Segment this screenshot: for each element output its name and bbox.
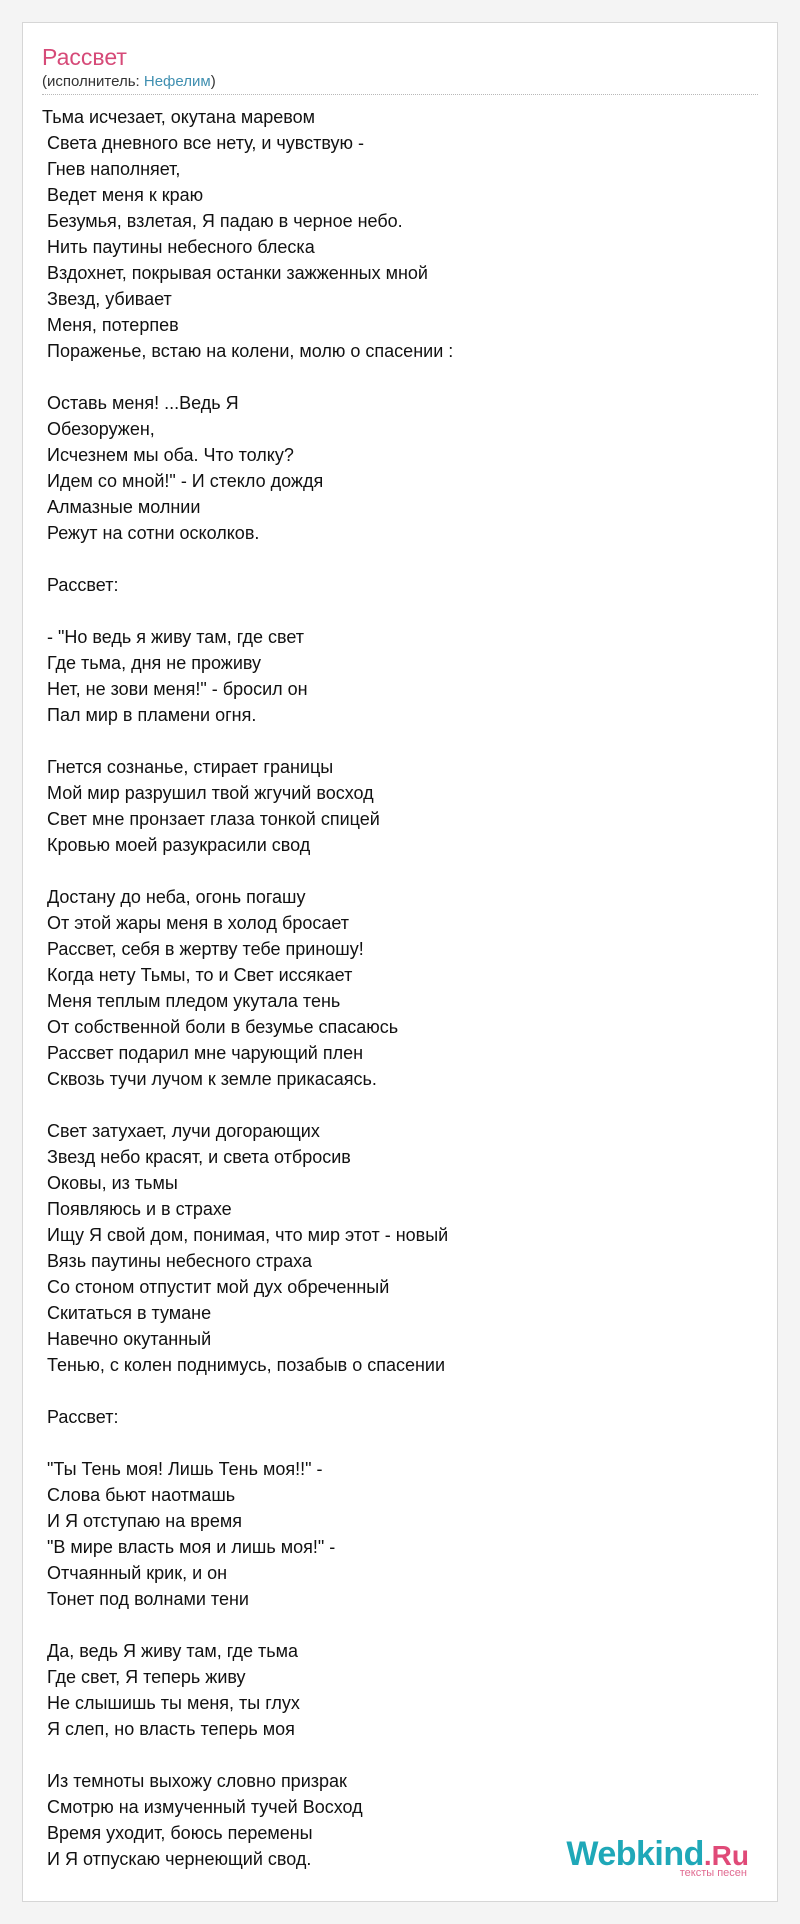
lyrics-line: Звезд небо красят, и света отбросив [42,1147,351,1167]
lyrics-line: Исчезнем мы оба. Что толку? [42,445,294,465]
lyrics-line: Где тьма, дня не проживу [42,653,262,673]
lyrics-blank-line [42,1742,758,1768]
lyrics-blank-line [42,1378,758,1404]
lyrics-line: Отчаянный крик, и он [42,1563,228,1583]
lyrics-line: Свет мне пронзает глаза тонкой спицей [42,809,380,829]
lyrics-line: Слова бьют наотмашь [42,1485,236,1505]
lyrics-line: Время уходит, боюсь перемены [42,1823,313,1843]
lyrics-line: Тьма исчезает, окутана маревом [42,107,315,127]
lyrics-blank-line [42,546,758,572]
lyrics-line: Появляюсь и в страхе [42,1199,232,1219]
lyrics-line: Звезд, убивает [42,289,172,309]
lyrics-line: "Ты Тень моя! Лишь Тень моя!!" - [42,1459,323,1479]
logo-tld: .Ru [703,1840,749,1871]
lyrics-line: Я слеп, но власть теперь моя [42,1719,295,1739]
artist-byline [42,73,216,91]
lyrics-line: Тонет под волнами тени [42,1589,249,1609]
lyrics-line: Оковы, из тьмы [42,1173,178,1193]
lyrics-line: Пораженье, встаю на колени, молю о спасении : [42,341,454,361]
lyrics-line: Гнев наполняет, [42,159,181,179]
lyrics-line: Рассвет, себя в жертву тебе приношу! [42,939,364,959]
lyrics-line: Где свет, Я теперь живу [42,1667,246,1687]
lyrics-line: От этой жары меня в холод бросает [42,913,350,933]
lyrics-line: Свет затухает, лучи догорающих [42,1121,320,1141]
lyrics-line: Гнется сознанье, стирает границы [42,757,334,777]
lyrics-line: Со стоном отпустит мой дух обреченный [42,1277,390,1297]
logo-tagline: тексты песен [679,1867,747,1879]
lyrics-line: Пал мир в пламени огня. [42,705,257,725]
lyrics-line: Безумья, взлетая, Я падаю в черное небо. [42,211,403,231]
song-title: Рассвет [42,44,127,70]
lyrics-line: Идем со мной!" - И стекло дождя [42,471,324,491]
lyrics-blank-line [42,364,758,390]
lyrics-line: Не слышишь ты меня, ты глух [42,1693,300,1713]
lyrics-line: Алмазные молнии [42,497,201,517]
lyrics-line: Обезоружен, [42,419,155,439]
lyrics-line: Смотрю на измученный тучей Восход [42,1797,363,1817]
logo-brand: Webkind [566,1835,704,1873]
lyrics-line: И Я отступаю на время [42,1511,242,1531]
lyrics-line: Достану до неба, огонь погашу [42,887,306,907]
lyrics-line: Нить паутины небесного блеска [42,237,315,257]
lyrics-line: Режут на сотни осколков. [42,523,260,543]
lyrics-blank-line [42,858,758,884]
lyrics-line: Кровью моей разукрасили свод [42,835,311,855]
lyrics-line: Тенью, с колен поднимусь, позабыв о спасении [42,1355,446,1375]
lyrics-line: Ищу Я свой дом, понимая, что мир этот - новый [42,1225,449,1245]
lyrics-line: Меня, потерпев [42,315,179,335]
lyrics-card [22,22,778,1902]
lyrics-blank-line [42,1430,758,1456]
lyrics-line: От собственной боли в безумье спасаюсь [42,1017,399,1037]
lyrics-line: Оставь меня! ...Ведь Я [42,393,239,413]
lyrics-blank-line [42,728,758,754]
lyrics-text [42,104,758,1872]
lyrics-line: Скитаться в тумане [42,1303,212,1323]
lyrics-blank-line [42,1612,758,1638]
lyrics-line: "В мире власть моя и лишь моя!" - [42,1537,336,1557]
lyrics-line: Вздохнет, покрывая останки зажженных мной [42,263,428,283]
lyrics-line: Да, ведь Я живу там, где тьма [42,1641,299,1661]
byline-suffix: ) [210,73,216,90]
lyrics-line: Сквозь тучи лучом к земле прикасаясь. [42,1069,377,1089]
lyrics-line: Навечно окутанный [42,1329,212,1349]
lyrics-line: Рассвет: [42,575,119,595]
byline-prefix: (исполнитель: [42,73,144,90]
lyrics-line: - "Но ведь я живу там, где свет [42,627,304,647]
lyrics-line: Из темноты выхожу словно призрак [42,1771,347,1791]
lyrics-line: Рассвет: [42,1407,119,1427]
title-divider [42,94,758,95]
lyrics-line: И Я отпускаю чернеющий свод. [42,1849,312,1869]
lyrics-line: Нет, не зови меня!" - бросил он [42,679,308,699]
lyrics-line: Рассвет подарил мне чарующий плен [42,1043,364,1063]
lyrics-line: Меня теплым пледом укутала тень [42,991,341,1011]
lyrics-blank-line [42,598,758,624]
lyrics-blank-line [42,1092,758,1118]
lyrics-line: Мой мир разрушил твой жгучий восход [42,783,374,803]
site-logo[interactable] [566,1837,749,1879]
lyrics-line: Света дневного все нету, и чувствую - [42,133,365,153]
lyrics-line: Ведет меня к краю [42,185,204,205]
lyrics-line: Когда нету Тьмы, то и Свет иссякает [42,965,353,985]
lyrics-line: Вязь паутины небесного страха [42,1251,312,1271]
artist-link[interactable]: Нефелим [143,73,211,90]
